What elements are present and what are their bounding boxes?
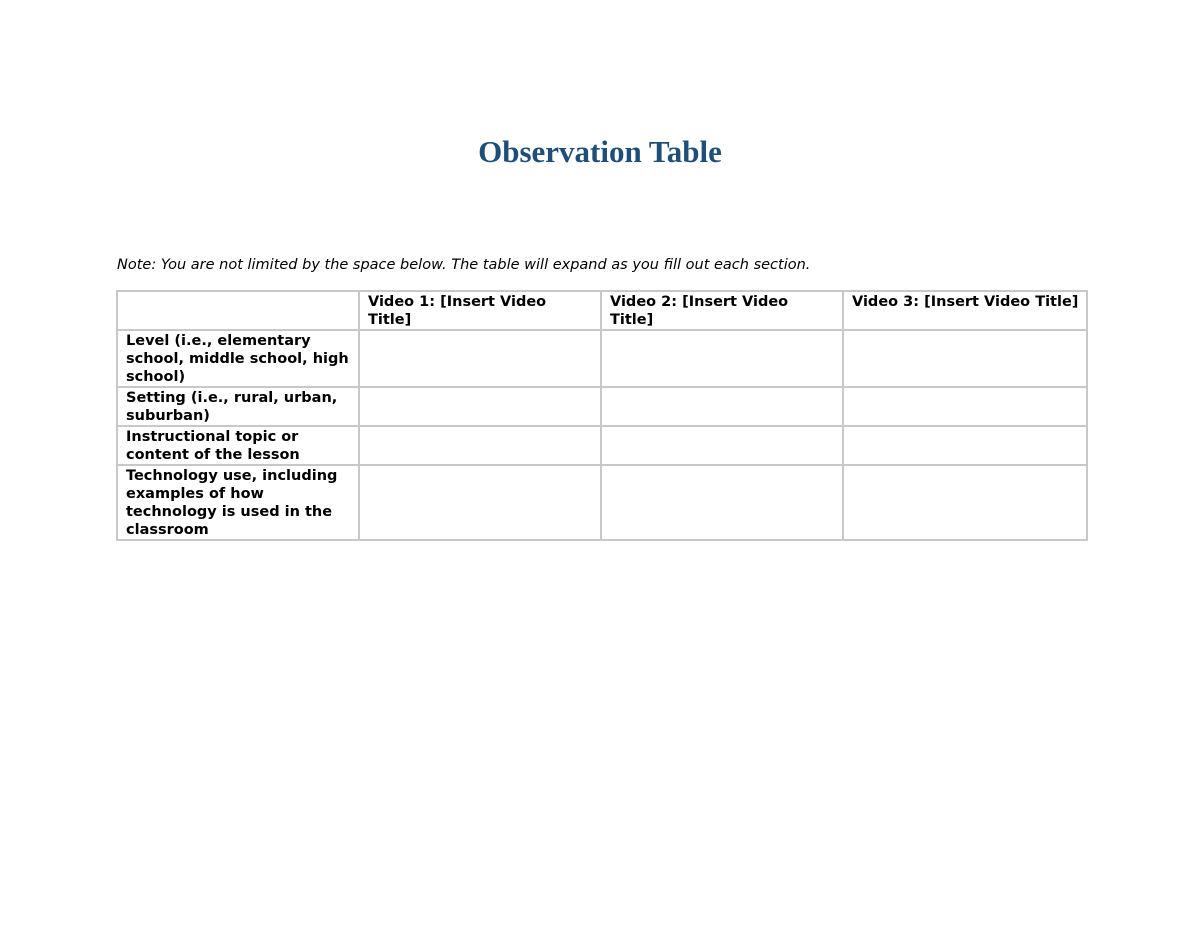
page-title: Observation Table — [478, 134, 722, 169]
row-label-topic: Instructional topic or content of the lesson — [117, 426, 359, 465]
cell-topic-video-2[interactable] — [601, 426, 843, 465]
table-row-technology — [117, 465, 1087, 540]
column-header-video-1[interactable]: Video 1: [Insert Video Title] — [359, 291, 601, 330]
row-label-level: Level (i.e., elementary school, middle school, high school) — [117, 330, 359, 387]
cell-setting-video-3[interactable] — [843, 387, 1087, 426]
observation-table — [116, 290, 1088, 541]
cell-level-video-2[interactable] — [601, 330, 843, 387]
cell-topic-video-1[interactable] — [359, 426, 601, 465]
table-row-setting — [117, 387, 1087, 426]
table-row-level — [117, 330, 1087, 387]
corner-cell — [117, 291, 359, 330]
cell-level-video-1[interactable] — [359, 330, 601, 387]
cell-setting-video-2[interactable] — [601, 387, 843, 426]
row-label-technology: Technology use, including examples of how technology is used in the classroom — [117, 465, 359, 540]
row-label-setting: Setting (i.e., rural, urban, suburban) — [117, 387, 359, 426]
table-row-topic — [117, 426, 1087, 465]
column-header-video-3[interactable]: Video 3: [Insert Video Title] — [843, 291, 1087, 330]
cell-technology-video-3[interactable] — [843, 465, 1087, 540]
cell-topic-video-3[interactable] — [843, 426, 1087, 465]
cell-technology-video-2[interactable] — [601, 465, 843, 540]
cell-level-video-3[interactable] — [843, 330, 1087, 387]
cell-setting-video-1[interactable] — [359, 387, 601, 426]
instruction-note: Note: You are not limited by the space below. The table will expand as you fill out each section. — [117, 257, 811, 273]
column-header-video-2[interactable]: Video 2: [Insert Video Title] — [601, 291, 843, 330]
cell-technology-video-1[interactable] — [359, 465, 601, 540]
table-header-row — [117, 291, 1087, 330]
